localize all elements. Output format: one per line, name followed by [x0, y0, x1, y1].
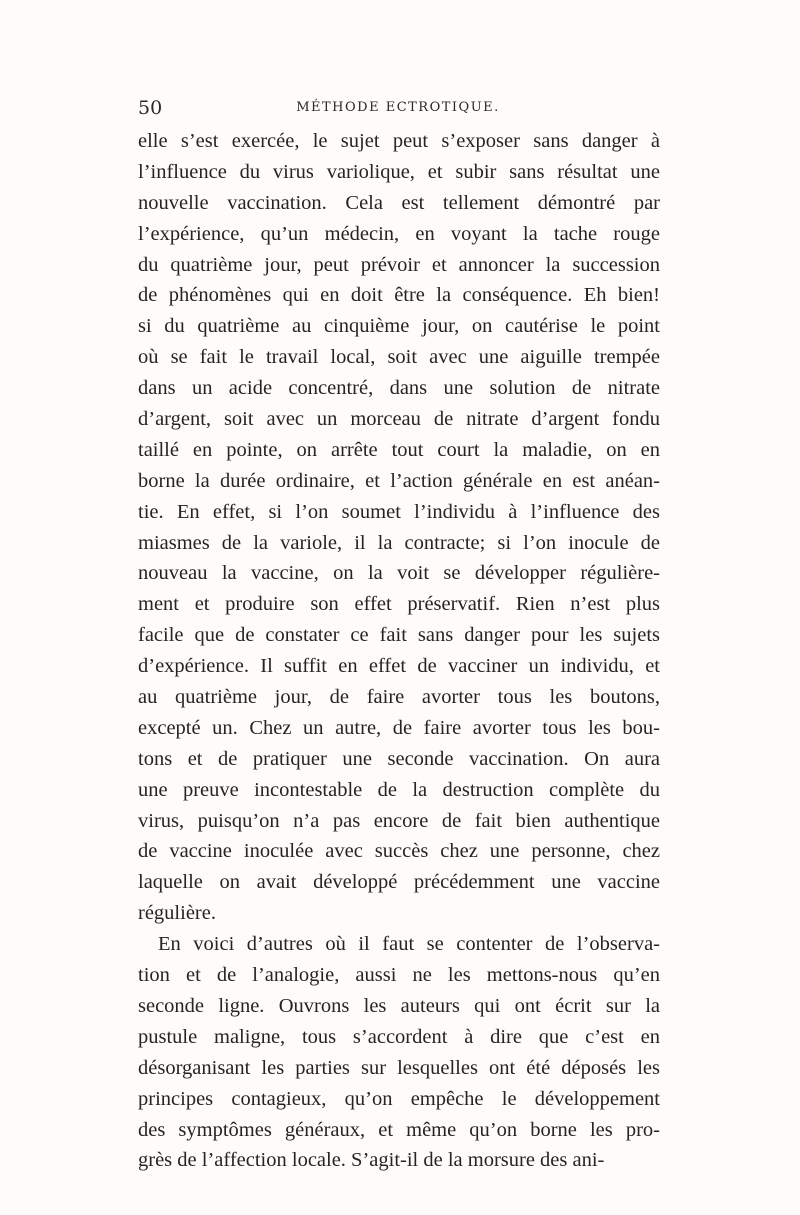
text-line: miasmes de la variole, il la contracte; si l’on inocule de	[138, 531, 660, 554]
text-line: de phénomènes qui en doit être la conséquence. Eh bien!	[138, 284, 660, 307]
text-line: elle s’est exercée, le sujet peut s’exposer sans danger à	[138, 130, 660, 152]
page-header	[138, 96, 678, 120]
text-line: laquelle on avait développé précédemment une vaccine	[138, 871, 660, 894]
text-line: pustule maligne, tous s’accordent à dire que c’est en	[138, 1025, 660, 1048]
text-line: principes contagieux, qu’on empêche le développement	[138, 1087, 660, 1110]
text-line: de vaccine inoculée avec succès chez une personne, chez	[138, 840, 660, 863]
paragraph	[138, 126, 660, 929]
text-line: si du quatrième au cinquième jour, on cautérise le point	[138, 315, 660, 338]
text-line: d’argent, soit avec un morceau de nitrate d’argent fondu	[138, 408, 660, 431]
text-line: nouveau la vaccine, on la voit se développer régulière-	[138, 562, 660, 585]
text-line: du quatrième jour, peut prévoir et annoncer la succession	[138, 253, 660, 276]
running-title: MÉTHODE ECTROTIQUE.	[296, 100, 500, 115]
body-text	[138, 126, 660, 1176]
text-line: l’expérience, qu’un médecin, en voyant la tache rouge	[138, 222, 660, 245]
text-line: facile que de constater ce fait sans danger pour les sujets	[138, 624, 660, 647]
text-line: une preuve incontestable de la destruction complète du	[138, 778, 660, 801]
text-line: au quatrième jour, de faire avorter tous les boutons,	[138, 686, 660, 709]
paragraph	[138, 929, 660, 1176]
text-line: tie. En effet, si l’on soumet l’individu à l’influence des	[138, 500, 660, 523]
text-line: ment et produire son effet préservatif. Rien n’est plus	[138, 593, 660, 616]
text-line: des symptômes généraux, et même qu’on borne les pro-	[138, 1118, 660, 1141]
text-line: où se fait le travail local, soit avec une aiguille trempée	[138, 346, 660, 369]
text-line: tons et de pratiquer une seconde vaccination. On aura	[138, 747, 660, 770]
text-line: virus, puisqu’on n’a pas encore de fait bien authentique	[138, 809, 660, 832]
text-line: l’influence du virus variolique, et subir sans résultat une	[138, 160, 660, 183]
text-line: borne la durée ordinaire, et l’action générale en est anéan-	[138, 469, 660, 492]
text-line: seconde ligne. Ouvrons les auteurs qui ont écrit sur la	[138, 994, 660, 1017]
page-number: 50	[138, 97, 163, 119]
text-line: En voici d’autres où il faut se contenter de l’observa-	[158, 933, 660, 956]
text-line: excepté un. Chez un autre, de faire avorter tous les bou-	[138, 716, 660, 739]
text-line: régulière.	[138, 902, 216, 925]
text-line: grès de l’affection locale. S’agit-il de la morsure des ani-	[138, 1149, 605, 1172]
text-line: nouvelle vaccination. Cela est tellement démontré par	[138, 191, 660, 214]
text-line: dans un acide concentré, dans une solution de nitrate	[138, 377, 660, 400]
text-line: tion et de l’analogie, aussi ne les mettons-nous qu’en	[138, 964, 660, 987]
text-line: d’expérience. Il suffit en effet de vacciner un individu, et	[138, 655, 660, 678]
text-line: taillé en pointe, on arrête tout court la maladie, on en	[138, 438, 660, 461]
text-line: désorganisant les parties sur lesquelles ont été déposés les	[138, 1056, 660, 1079]
